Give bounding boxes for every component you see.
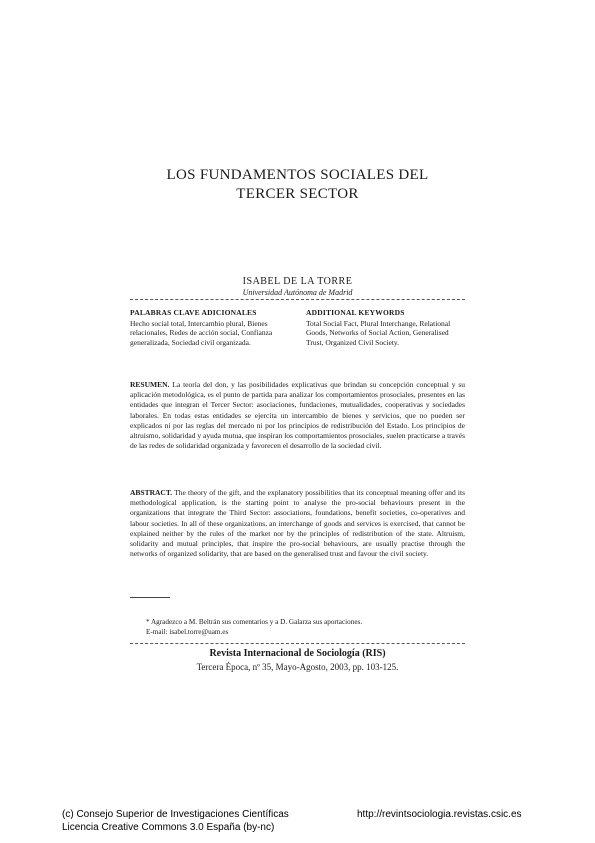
resumen-label: RESUMEN.	[130, 380, 170, 389]
article-title-line-2: TERCER SECTOR	[236, 186, 359, 202]
footer-copyright: (c) Consejo Superior de Investigaciones Científicas	[62, 809, 289, 820]
footer-license: Licencia Creative Commons 3.0 España (by-nc)	[62, 822, 275, 833]
keywords-es-text: Hecho social total, Intercambio plural, Bienes relacionales, Redes de acción social, Confianza generalizada, Sociedad civil organizada.	[130, 318, 273, 347]
keywords-en-text: Total Social Fact, Plural Interchange, Relational Goods, Networks of Social Action, Generalised Trust, Organized Civil Society.	[306, 318, 451, 347]
journal-divider	[130, 643, 465, 644]
footer-url-link[interactable]: http://revintsociologia.revistas.csic.es	[357, 809, 522, 820]
abstract-paragraph	[130, 488, 465, 559]
footnote-email: E-mail: isabel.torre@uam.es	[146, 628, 229, 636]
abstract-label: ABSTRACT.	[130, 488, 173, 497]
journal-issue: Tercera Época, nº 35, Mayo-Agosto, 2003, pp. 103-125.	[196, 662, 399, 672]
header-divider	[130, 299, 465, 300]
footnote-divider	[130, 597, 170, 598]
keywords-es-heading: PALABRAS CLAVE ADICIONALES	[130, 308, 257, 317]
keywords-en-heading: ADDITIONAL KEYWORDS	[306, 308, 405, 317]
keywords-en	[306, 308, 466, 347]
article-title-line-1: LOS FUNDAMENTOS SOCIALES DEL	[166, 167, 429, 183]
author-affiliation: Universidad Autónoma de Madrid	[242, 288, 353, 297]
abstract-text: The theory of the gift, and the explanatory possibilities that its conceptual meaning offer and its methodological application, is the starting point to analyse the pro-social behaviours present in the organizations that integrate the Third Sector: associations, foundations, benefit societies, co-operatives and labour societies. In all of these organizations, an interchange of goods and services is exercised, that cannot be explained neither by the rules of the market nor by the principles of redistribution of the state. Altruism, solidarity and mutual principles, that inspire the pro-social behaviours, are usually practise through the networks of organized solidarity, that are based on the generalised trust and favour the civil society.	[130, 488, 465, 559]
keywords-es	[130, 308, 290, 347]
author-name: ISABEL DE LA TORRE	[242, 276, 353, 287]
footnote-acknowledgement: * Agradezco a M. Beltrán sus comentarios y a D. Galarza sus aportaciones.	[146, 618, 363, 626]
resumen-text: La teoría del don, y las posibilidades explicativas que brindan su concepción conceptual y su aplicación metodológica, es el punto de partida para analizar los comportamientos prosociales, presentes en las entidades que integran el Tercer Sector: asociaciones, fundaciones, mutualidades, cooperativas y sociedades laborales. En todas estas entidades se ejercita un intercambio de bienes y servicios, que no pueden ser explicados ni por las reglas del mercado ni por los principios de redistribución del Estado. Los principios de altruismo, solidaridad y ayuda mutua, que inspiran los comportamientos prosociales, suelen practicarse a través de las redes de solidaridad organizada y favorecen el desarrollo de la sociedad civil.	[130, 380, 466, 451]
journal-name: Revista Internacional de Sociología (RIS)	[209, 648, 386, 659]
resumen-paragraph	[130, 380, 465, 451]
